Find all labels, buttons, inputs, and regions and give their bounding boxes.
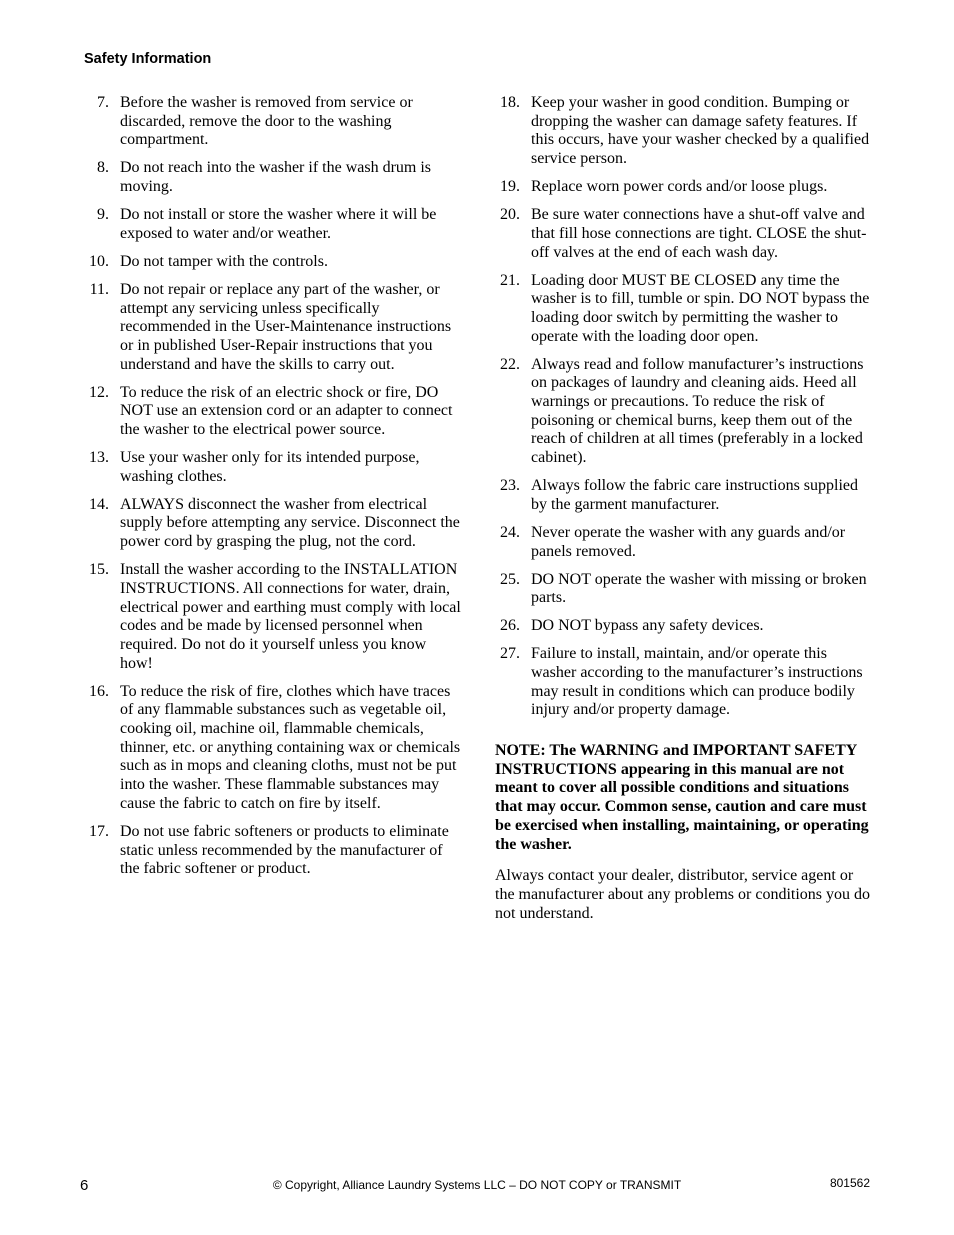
item-text: Always follow the fabric care instructions supplied by the garment manufacturer. <box>531 477 859 513</box>
item-number: 23. <box>500 477 520 495</box>
page-number: 6 <box>80 1177 89 1194</box>
item-number: 24. <box>500 523 520 541</box>
safety-note: NOTE: The WARNING and IMPORTANT SAFETY INSTRUCTIONS appearing in this manual are not meant to cover all possible conditions and situations that may occur. Common sense, caution and care must be exercised when installing, maintaining, or operating the washer. <box>495 742 869 853</box>
item-number: 27. <box>500 645 520 663</box>
list-item <box>495 571 870 608</box>
list-item <box>495 272 870 347</box>
item-number: 8. <box>97 159 109 177</box>
safety-list-right <box>495 94 870 720</box>
item-text: Never operate the washer with any guards and/or panels removed. <box>531 523 846 560</box>
item-text: Replace worn power cords and/or loose plugs. <box>531 178 828 196</box>
list-item <box>84 449 462 486</box>
list-item <box>495 178 870 197</box>
left-column <box>84 94 462 888</box>
item-text: Do not repair or replace any part of the washer, or attempt any servicing unless specifically recommended in the User-Maintenance instructions or in published User-Repair instructions that you understand and have the skills to carry out. <box>120 280 452 373</box>
list-item <box>495 645 870 720</box>
item-number: 18. <box>500 94 520 111</box>
item-text: Be sure water connections have a shut-off valve and that fill hose connections are tight. CLOSE the shut-off valves at the end of each wash day. <box>531 206 867 261</box>
list-item <box>84 496 462 552</box>
list-item <box>495 94 870 169</box>
item-number: 21. <box>500 271 520 289</box>
item-number: 17. <box>89 822 109 840</box>
list-item <box>84 206 462 243</box>
document-number: 801562 <box>829 1176 870 1190</box>
item-number: 25. <box>500 570 520 588</box>
list-item <box>84 683 462 814</box>
item-number: 22. <box>500 355 520 373</box>
item-text: To reduce the risk of fire, clothes which have traces of any flammable substances such as vegetable oil, cooking oil, machine oil, flammable chemicals, thinner, etc. or anything containing wax or chemicals such as in mops and cleaning cloths, must not be put into the washer. These flammable substances may cause the fabric to catch on fire by itself. <box>120 682 461 812</box>
item-text: Do not use fabric softeners or products to eliminate static unless recommended by the manufacturer of the fabric softener or product. <box>120 822 449 878</box>
item-number: 16. <box>89 682 109 700</box>
item-text: To reduce the risk of an electric shock or fire, DO NOT use an extension cord or an adapter to connect the washer to the electrical power source. <box>120 383 453 439</box>
list-item <box>495 206 870 262</box>
item-number: 26. <box>500 617 520 635</box>
item-number: 19. <box>500 178 520 196</box>
item-text: Use your washer only for its intended purpose, washing clothes. <box>120 449 420 485</box>
item-number: 10. <box>89 252 109 270</box>
item-text: Install the washer according to the INSTALLATION INSTRUCTIONS. All connections for water, drain, electrical power and earthing must comply with local codes and be made by licensed personnel when required. Do not do it yourself unless you know how! <box>120 561 461 672</box>
item-text: DO NOT operate the washer with missing or broken parts. <box>531 570 867 607</box>
list-item <box>495 477 870 514</box>
list-item <box>495 356 870 468</box>
list-item <box>84 281 462 375</box>
item-number: 13. <box>89 449 109 467</box>
item-text: Failure to install, maintain, and/or operate this washer according to the manufacturer’s instructions may result in conditions which can produce bodily injury and/or property damage. <box>531 645 863 719</box>
list-item <box>84 384 462 440</box>
item-text: Loading door MUST BE CLOSED any time the washer is to fill, tumble or spin. DO NOT bypass the loading door switch by permitting the washer to operate with the loading door open. <box>531 271 870 345</box>
item-text: Do not tamper with the controls. <box>120 252 328 270</box>
list-item <box>84 561 462 673</box>
item-text: Do not install or store the washer where it will be exposed to water and/or weather. <box>120 206 437 242</box>
item-number: 11. <box>89 280 109 298</box>
list-item <box>84 159 462 196</box>
copyright-notice: © Copyright, Alliance Laundry Systems LLC – DO NOT COPY or TRANSMIT <box>272 1178 682 1192</box>
item-number: 9. <box>97 206 109 224</box>
section-title: Safety Information <box>84 51 212 67</box>
list-item <box>495 617 870 636</box>
contact-paragraph: Always contact your dealer, distributor, service agent or the manufacturer about any problems or conditions you do not understand. <box>495 867 871 922</box>
item-text: DO NOT bypass any safety devices. <box>531 617 764 635</box>
item-text: Always read and follow manufacturer’s instructions on packages of laundry and cleaning aids. Heed all warnings or precautions. To reduce the risk of poisoning or chemical burns, keep them out of the reach of children at all times (preferably in a locked cabinet). <box>531 355 864 467</box>
item-number: 15. <box>89 561 109 579</box>
list-item <box>84 253 462 272</box>
safety-list-left <box>84 94 462 879</box>
list-item <box>84 823 462 879</box>
item-text: Do not reach into the washer if the wash drum is moving. <box>120 159 432 196</box>
item-text: Before the washer is removed from service or discarded, remove the door to the washing compartment. <box>120 94 413 149</box>
right-column <box>495 94 870 923</box>
list-item <box>495 524 870 561</box>
item-text: ALWAYS disconnect the washer from electrical supply before attempting any service. Disconnect the power cord by grasping the plug, not the cord. <box>120 495 460 551</box>
item-number: 14. <box>89 495 109 513</box>
item-text: Keep your washer in good condition. Bumping or dropping the washer can damage safety features. If this occurs, have your washer checked by a qualified service person. <box>531 94 870 168</box>
item-number: 20. <box>500 206 520 224</box>
list-item <box>84 94 462 150</box>
item-number: 12. <box>89 383 109 401</box>
item-number: 7. <box>97 94 109 111</box>
